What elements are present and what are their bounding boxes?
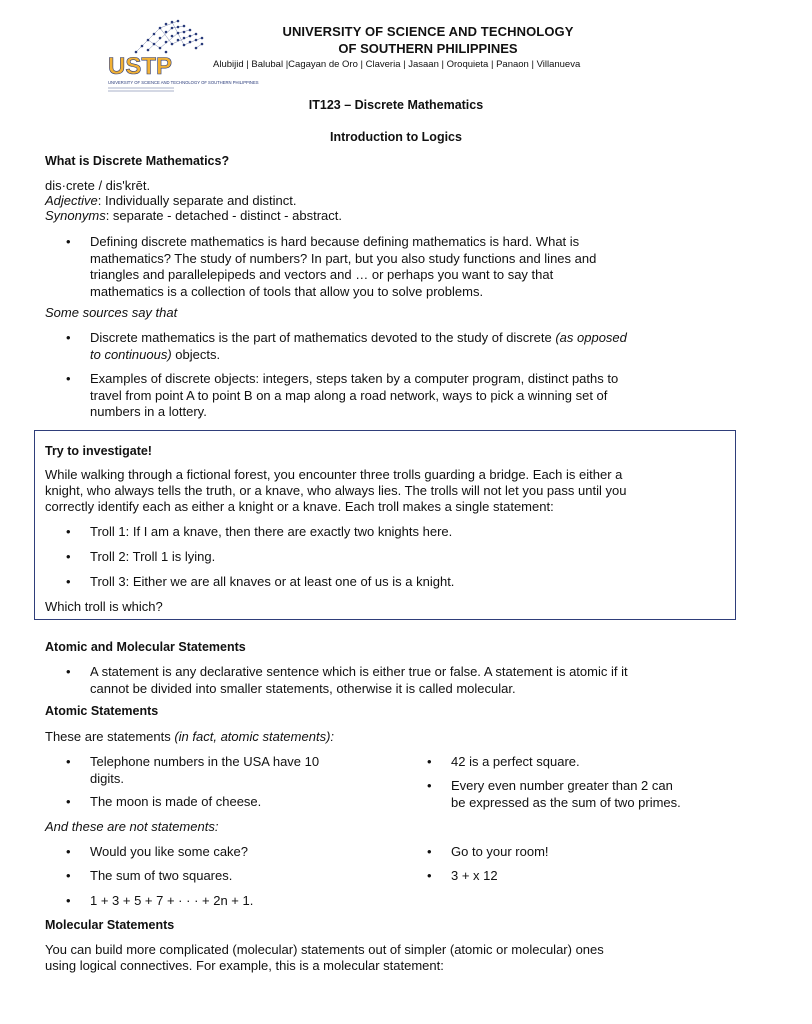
bullet-icon: • bbox=[66, 844, 71, 859]
text-line bbox=[90, 347, 627, 364]
text-line: numbers in a lottery. bbox=[90, 404, 207, 419]
list-item-text bbox=[90, 330, 627, 363]
atomic-intro bbox=[45, 729, 735, 745]
text-line: correctly identify each as either a knight or a knave. Each troll makes a single statement: bbox=[45, 499, 554, 514]
text-run-italic: to continuous) bbox=[90, 346, 172, 362]
synonyms-definition bbox=[45, 208, 735, 224]
text-line: be expressed as the sum of two primes. bbox=[451, 794, 681, 810]
section-heading-atomic: Atomic Statements bbox=[45, 704, 159, 718]
text-line: knight, who always tells the truth, or a knave, who always lies. The trolls will not let you pass until you bbox=[45, 483, 627, 498]
not-statements-intro: And these are not statements: bbox=[45, 819, 219, 834]
topic-title: Introduction to Logics bbox=[330, 130, 462, 144]
text-line: Every even number greater than 2 can bbox=[451, 778, 673, 793]
molecular-text bbox=[45, 942, 735, 974]
text-line: Examples of discrete objects: integers, steps taken by a computer program, distinct paths to bbox=[90, 371, 619, 386]
synonyms-label: Synonyms bbox=[45, 208, 106, 223]
investigate-question: Which troll is which? bbox=[45, 599, 163, 614]
bullet-icon: • bbox=[66, 794, 71, 809]
text-run: These are statements bbox=[45, 729, 175, 744]
university-name-line1: UNIVERSITY OF SCIENCE AND TECHNOLOGY bbox=[282, 24, 574, 39]
troll-3-statement: Troll 3: Either we are all knaves or at least one of us is a knight. bbox=[90, 574, 455, 589]
troll-2-statement: Troll 2: Troll 1 is lying. bbox=[90, 549, 216, 564]
list-item-text: The moon is made of cheese. bbox=[90, 794, 262, 809]
synonyms-text: : separate - detached - distinct - abstract. bbox=[105, 208, 342, 223]
bullet-icon: • bbox=[66, 549, 71, 564]
bullet-icon: • bbox=[66, 664, 71, 679]
text-line: cannot be divided into smaller statements, otherwise it is called molecular. bbox=[90, 680, 516, 696]
bullet-icon: • bbox=[66, 330, 71, 345]
section-heading-atomic-molecular: Atomic and Molecular Statements bbox=[45, 640, 246, 654]
list-item-text bbox=[90, 754, 319, 787]
section-heading-discrete-math: What is Discrete Mathematics? bbox=[45, 154, 230, 168]
list-item-text: Go to your room! bbox=[451, 844, 549, 859]
text-line: You can build more complicated (molecular) statements out of simpler (atomic or molecular) ones bbox=[45, 942, 604, 957]
text-line: Defining discrete mathematics is hard because defining mathematics is hard. What is bbox=[90, 234, 580, 249]
course-title: IT123 – Discrete Mathematics bbox=[308, 98, 484, 112]
bullet-icon: • bbox=[66, 893, 71, 908]
bullet-icon: • bbox=[427, 754, 432, 769]
troll-1-statement: Troll 1: If I am a knave, then there are exactly two knights here. bbox=[90, 524, 453, 539]
adjective-text: : Individually separate and distinct. bbox=[97, 193, 297, 208]
university-name-line2: OF SOUTHERN PHILIPPINES bbox=[338, 41, 518, 56]
investigate-intro bbox=[45, 467, 735, 515]
campus-list: Alubijid | Balubal |Cagayan de Oro | Claveria | Jasaan | Oroquieta | Panaon | Villanueva bbox=[213, 59, 581, 70]
list-item-text: The sum of two squares. bbox=[90, 868, 233, 883]
logo-subtext: UNIVERSITY OF SCIENCE AND TECHNOLOGY OF SOUTHERN PHILIPPINES bbox=[108, 80, 259, 85]
text-run-italic: (as opposed bbox=[555, 330, 627, 345]
section-heading-molecular: Molecular Statements bbox=[45, 918, 175, 932]
text-line: mathematics is a collection of tools that allow you to solve problems. bbox=[90, 283, 484, 299]
bullet-icon: • bbox=[427, 868, 432, 883]
text-line: using logical connectives. For example, this is a molecular statement: bbox=[45, 958, 444, 973]
bullet-icon: • bbox=[427, 778, 432, 793]
adjective-label: Adjective bbox=[45, 193, 98, 208]
list-item-text: Would you like some cake? bbox=[90, 844, 249, 859]
text-line: triangles and parallelepipeds and vectors and … or perhaps you want to say that bbox=[90, 267, 554, 282]
text-line: While walking through a fictional forest, you encounter three trolls guarding a bridge. Each is either a bbox=[45, 467, 623, 482]
text-line: travel from point A to point B on a map along a road network, ways to pick a winning set of bbox=[90, 387, 608, 403]
list-item-text bbox=[451, 778, 681, 811]
bullet-icon: • bbox=[66, 754, 71, 769]
list-item-text bbox=[90, 234, 596, 300]
bullet-icon: • bbox=[66, 371, 71, 386]
text-line: digits. bbox=[90, 770, 124, 786]
list-item-text bbox=[90, 371, 618, 421]
bullet-icon: • bbox=[66, 574, 71, 589]
list-item-text bbox=[90, 664, 628, 697]
investigate-heading: Try to investigate! bbox=[45, 444, 152, 458]
text-run: objects. bbox=[171, 346, 221, 362]
pronunciation: dis·crete / dis'krēt. bbox=[45, 178, 151, 193]
text-run-italic: (in fact, atomic statements): bbox=[174, 729, 335, 744]
text-line bbox=[90, 330, 627, 347]
text-run: Discrete mathematics is the part of mathematics devoted to the study of discrete bbox=[90, 330, 556, 345]
bullet-icon: • bbox=[66, 868, 71, 883]
text-line: mathematics? The study of numbers? In part, but you also study functions and lines and bbox=[90, 250, 597, 266]
list-item-text: 1 + 3 + 5 + 7 + · · · + 2n + 1. bbox=[90, 893, 254, 908]
bullet-icon: • bbox=[66, 524, 71, 539]
some-sources-note: Some sources say that bbox=[45, 305, 178, 320]
bullet-icon: • bbox=[427, 844, 432, 859]
text-line: A statement is any declarative sentence which is either true or false. A statement is atomic if it bbox=[90, 664, 628, 679]
logo-wordmark: USTP bbox=[108, 53, 173, 80]
list-item-text: 3 + x 12 bbox=[451, 868, 498, 883]
bullet-icon: • bbox=[66, 234, 71, 249]
adjective-definition bbox=[45, 193, 735, 209]
text-line: Telephone numbers in the USA have 10 bbox=[90, 754, 320, 769]
list-item-text: 42 is a perfect square. bbox=[451, 754, 580, 769]
